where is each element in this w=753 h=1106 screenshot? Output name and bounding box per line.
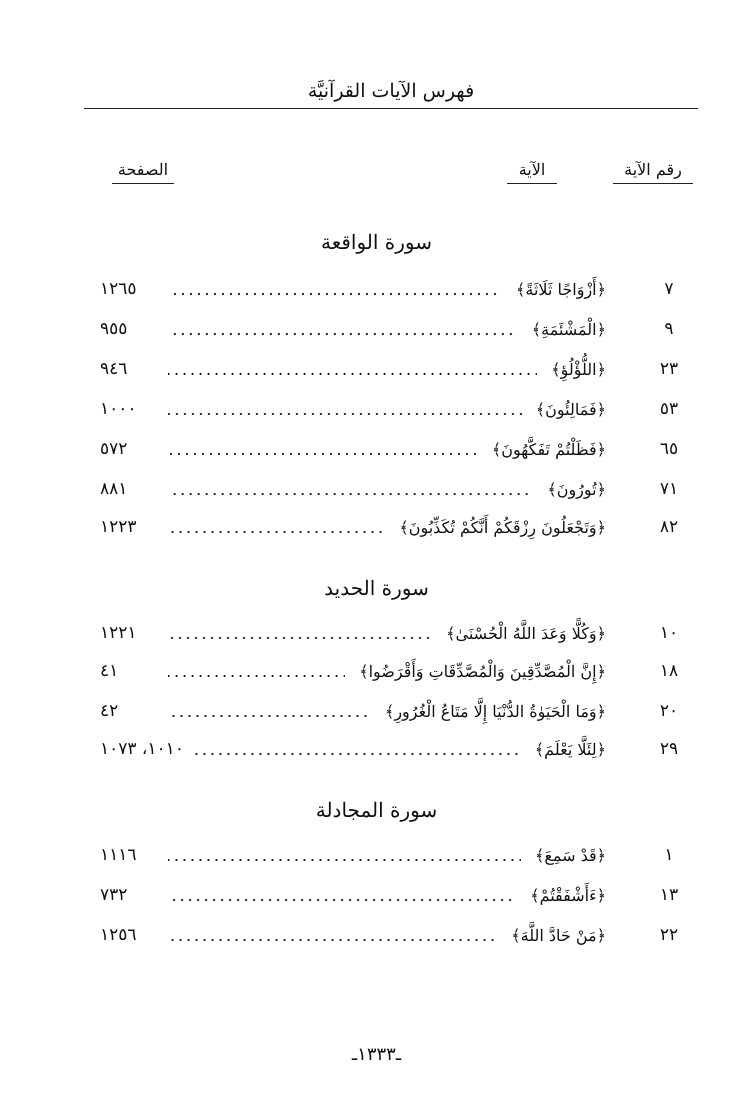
page-reference: ١١١٦ [100,845,137,865]
ayah-number: ١٨ [659,661,679,681]
ayah-number: ٢٩ [659,739,679,759]
ayah-number: ١٠ [659,623,679,643]
dot-leader [168,899,516,901]
ayah-text: ﴿فَظَلْتُمْ تَفَكَّهُونَ﴾ [491,439,606,459]
ayah-number: ٧١ [659,479,679,499]
page-reference: ١٢٢٣ [100,517,137,537]
page-reference: ٩٥٥ [100,319,128,339]
ayah-number: ٢٠ [659,701,679,721]
page-reference: ٨٨١ [100,479,128,499]
ayah-number: ٨٢ [659,517,679,537]
header-title: فهرس الآيات القرآنيَّة [307,80,475,102]
page-reference: ١٠٠٠ [100,399,137,419]
dot-leader [168,293,502,295]
ayah-text: ﴿إِنَّ الْمُصَّدِّقِينَ وَالْمُصَّدِّقَاتِ وَأَقْرَضُوا﴾ [359,661,606,681]
ayah-text: ﴿قَدْ سَمِعَ﴾ [534,845,606,865]
ayah-text: ﴿لِئَلَّا يَعْلَمَ﴾ [534,739,606,759]
table-row [100,692,692,730]
table-row [100,876,692,914]
ayah-number: ٩ [664,319,674,339]
page-reference: ٩٤٦ [100,359,128,379]
surah-title: سورة الواقعة [320,230,433,254]
page-reference: ٧٣٢ [100,885,128,905]
dot-leader [168,413,522,415]
dot-leader [168,333,518,335]
column-header-page: الصفحة [112,160,174,184]
ayah-text: ﴿فَمَالِئُونَ﴾ [535,399,606,419]
column-header-ayah: الآية [507,160,557,184]
table-row [100,310,692,348]
ayah-text: ﴿أَزْوَاجًا ثَلَاثَةً﴾ [516,279,606,299]
ayah-text: ﴿وَتَجْعَلُونَ رِزْقَكُمْ أَنَّكُمْ تُكَذِّبُونَ﴾ [399,517,606,537]
table-row [100,836,692,874]
ayah-text: ﴿وَمَا الْحَيَوٰةُ الدُّنْيَا إِلَّا مَتَاعُ الْغُرُورِ﴾ [384,701,606,721]
dot-leader [168,939,497,941]
table-row [100,614,692,652]
dot-leader [168,453,478,455]
page-reference: ١٢٥٦ [100,925,137,945]
table-row [100,916,692,954]
dot-leader [192,753,521,755]
ayah-number: ١٣ [659,885,679,905]
surah-title: سورة الحديد [324,576,429,600]
table-row [100,270,692,308]
ayah-number: ٦٥ [659,439,679,459]
table-row [100,390,692,428]
dot-leader [168,859,521,861]
dot-leader [168,715,371,717]
table-row [100,508,692,546]
page-reference: ١٠١٠، ١٠٧٣ [100,739,184,759]
ayah-text: ﴿ءَأَشْفَقْتُمْ﴾ [530,885,606,905]
ayah-number: ٢٣ [659,359,679,379]
dot-leader [168,637,432,639]
surah-title: سورة المجادلة [315,798,438,822]
page-reference: ٤١ [100,661,119,681]
page-reference: ١٢٢١ [100,623,137,643]
ayah-text: ﴿وَكُلًّا وَعَدَ اللَّهُ الْحُسْنَىٰ﴾ [446,623,606,643]
ayah-number: ٧ [664,279,674,299]
table-row [100,470,692,508]
page-reference: ١٢٦٥ [100,279,137,299]
dot-leader [168,675,345,677]
table-row [100,730,692,768]
table-row [100,430,692,468]
ayah-text: ﴿الْمَشْئَمَةِ﴾ [531,319,606,339]
ayah-text: ﴿تُورُونَ﴾ [547,479,606,499]
ayah-text: ﴿مَنْ حَادَّ اللَّهَ﴾ [511,925,606,945]
column-header-ayah-number: رقم الآية [613,160,693,184]
page-number: ـ١٣٣٣ـ [351,1044,402,1065]
running-header [84,74,698,109]
table-row [100,350,692,388]
page-reference: ٥٧٢ [100,439,128,459]
ayah-text: ﴿اللُّؤْلُؤِ﴾ [551,359,606,379]
dot-leader [168,493,533,495]
ayah-number: ١ [664,845,674,865]
dot-leader [168,373,537,375]
page-reference: ٤٢ [100,701,119,721]
ayah-number: ٥٣ [659,399,679,419]
ayah-number: ٢٢ [659,925,679,945]
table-row [100,652,692,690]
dot-leader [168,531,385,533]
